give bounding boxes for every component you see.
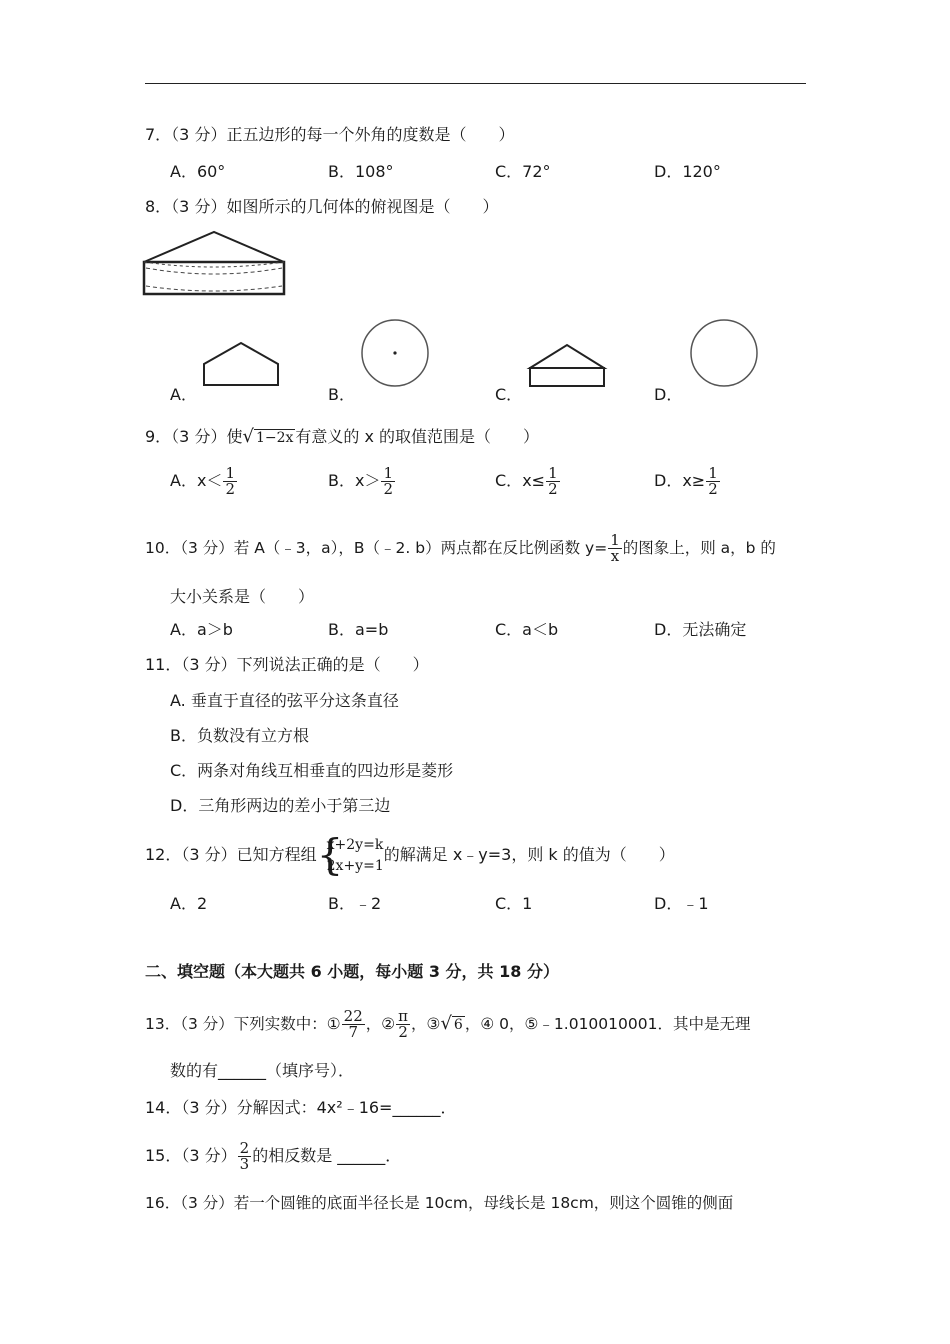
q9-option-c-label: C． bbox=[495, 471, 523, 490]
q12-pre: 12．（3 分）已知方程组 bbox=[145, 845, 317, 864]
question-9-stem bbox=[145, 426, 539, 449]
q9-option-b-label: B． bbox=[328, 471, 355, 490]
q13-post: ，④ 0，⑤﹣1.010010001．其中是无理 bbox=[464, 1015, 751, 1033]
q11-option-c[interactable]: C．两条对角线互相垂直的四边形是菱形 bbox=[170, 761, 454, 780]
q10-option-c[interactable]: C．a＜b bbox=[495, 620, 559, 639]
q15-post: 的相反数是 ______． bbox=[252, 1146, 402, 1165]
q10-post: 的图象上，则 a，b 的 bbox=[622, 539, 776, 557]
view-c-triangle-on-rect bbox=[526, 342, 608, 388]
q8-option-b[interactable]: B． bbox=[328, 385, 355, 404]
q13-pre: 13．（3 分）下列实数中：① bbox=[145, 1015, 341, 1033]
q13-sep-2: ，② bbox=[365, 1015, 396, 1033]
q9-option-a-fraction: $\frac{1}{2}$ bbox=[225, 464, 235, 498]
q9-option-a-label: A． bbox=[170, 471, 197, 490]
q8-option-a[interactable]: A． bbox=[170, 385, 197, 404]
question-13-line2: 数的有______（填序号）． bbox=[170, 1061, 355, 1080]
q10-option-a[interactable]: A．a＞b bbox=[170, 620, 233, 639]
q12-option-c[interactable]: C．1 bbox=[495, 894, 533, 913]
q9-option-a[interactable] bbox=[170, 466, 238, 497]
q11-option-b[interactable]: B．负数没有立方根 bbox=[170, 726, 309, 745]
view-d-circle bbox=[689, 318, 759, 388]
question-11-stem: 11．（3 分）下列说法正确的是（ ） bbox=[145, 655, 429, 674]
q12-option-b[interactable]: B．﹣2 bbox=[328, 894, 382, 913]
q8-option-d[interactable]: D． bbox=[654, 385, 683, 404]
q9-option-c[interactable] bbox=[495, 466, 561, 497]
q15-fraction: $\frac{2}{3}$ bbox=[239, 1139, 250, 1173]
q9-option-c-fraction: $\frac{1}{2}$ bbox=[548, 464, 558, 498]
q8-option-c[interactable]: C． bbox=[495, 385, 523, 404]
section-2-heading: 二、填空题（本大题共 6 小题，每小题 3 分，共 18 分） bbox=[145, 962, 559, 981]
question-10-line2: 大小关系是（ ） bbox=[170, 587, 315, 606]
q10-fraction: $\frac{1}{x}$ bbox=[610, 531, 620, 565]
q12-option-d[interactable]: D．﹣1 bbox=[654, 894, 709, 913]
q10-pre: 10．（3 分）若 A（﹣3，a），B（﹣2. b）两点都在反比例函数 y= bbox=[145, 539, 608, 557]
q7-option-d[interactable]: D．120° bbox=[654, 162, 721, 181]
q13-fraction-2: $\frac{\pi}{2}$ bbox=[398, 1007, 409, 1041]
solid-figure bbox=[140, 228, 290, 300]
q9-option-d[interactable] bbox=[654, 466, 721, 497]
view-a-pentagon bbox=[200, 340, 282, 388]
question-8-stem: 8．（3 分）如图所示的几何体的俯视图是（ ） bbox=[145, 197, 499, 216]
q9-rest: 有意义的 x 的取值范围是（ ） bbox=[295, 427, 540, 446]
q9-radical: √ 1−2x bbox=[242, 426, 294, 447]
question-14-stem: 14．（3 分）分解因式：4x²﹣16=______． bbox=[145, 1098, 457, 1117]
q13-radical: √ 6 bbox=[440, 1013, 463, 1034]
q9-option-b-relation: x＞ bbox=[354, 471, 381, 490]
q9-option-a-relation: x＜ bbox=[196, 471, 223, 490]
q13-sep-3: ，③ bbox=[411, 1015, 441, 1033]
view-b-circle-with-center bbox=[360, 318, 430, 388]
q11-option-d[interactable]: D．三角形两边的差小于第三边 bbox=[170, 796, 391, 815]
question-15-stem bbox=[145, 1141, 401, 1172]
q9-option-d-relation: x≥ bbox=[682, 471, 706, 490]
q7-option-a[interactable]: A．60° bbox=[170, 162, 226, 181]
q12-equation-system: { x+2y=k 2x+y=1 bbox=[316, 829, 384, 879]
q9-option-d-fraction: $\frac{1}{2}$ bbox=[708, 464, 718, 498]
q10-option-b[interactable]: B．a=b bbox=[328, 620, 389, 639]
question-13-stem bbox=[145, 1009, 750, 1040]
q12-equation-2: 2x+y=1 bbox=[326, 857, 384, 874]
q12-option-a[interactable]: A．2 bbox=[170, 894, 208, 913]
q9-option-d-label: D． bbox=[654, 471, 683, 490]
q9-number: 9．（3 分）使 bbox=[145, 427, 243, 446]
q9-option-b[interactable] bbox=[328, 466, 396, 497]
header-rule bbox=[145, 83, 806, 84]
q7-option-b[interactable]: B．108° bbox=[328, 162, 394, 181]
q9-option-b-fraction: $\frac{1}{2}$ bbox=[383, 464, 394, 498]
q9-option-c-relation: x≤ bbox=[522, 471, 546, 490]
question-16-stem: 16．（3 分）若一个圆锥的底面半径长是 10cm，母线长是 18cm，则这个圆锥的侧面 bbox=[145, 1194, 734, 1212]
q11-option-a[interactable]: A. 垂直于直径的弦平分这条直径 bbox=[170, 691, 399, 710]
question-10-stem bbox=[145, 533, 776, 564]
q12-equation-1: x+2y=k bbox=[326, 836, 384, 853]
q12-post: 的解满足 x﹣y=3，则 k 的值为（ ） bbox=[383, 845, 675, 864]
question-7-stem: 7．（3 分）正五边形的每一个外角的度数是（ ） bbox=[145, 125, 515, 144]
q7-option-c[interactable]: C．72° bbox=[495, 162, 551, 181]
q10-option-d[interactable]: D．无法确定 bbox=[654, 620, 747, 639]
q9-radicand: 1−2x bbox=[255, 430, 294, 446]
q13-fraction-1: $\frac{22}{7}$ bbox=[343, 1007, 363, 1041]
question-12-stem bbox=[145, 829, 675, 879]
q15-pre: 15．（3 分） bbox=[145, 1146, 237, 1165]
